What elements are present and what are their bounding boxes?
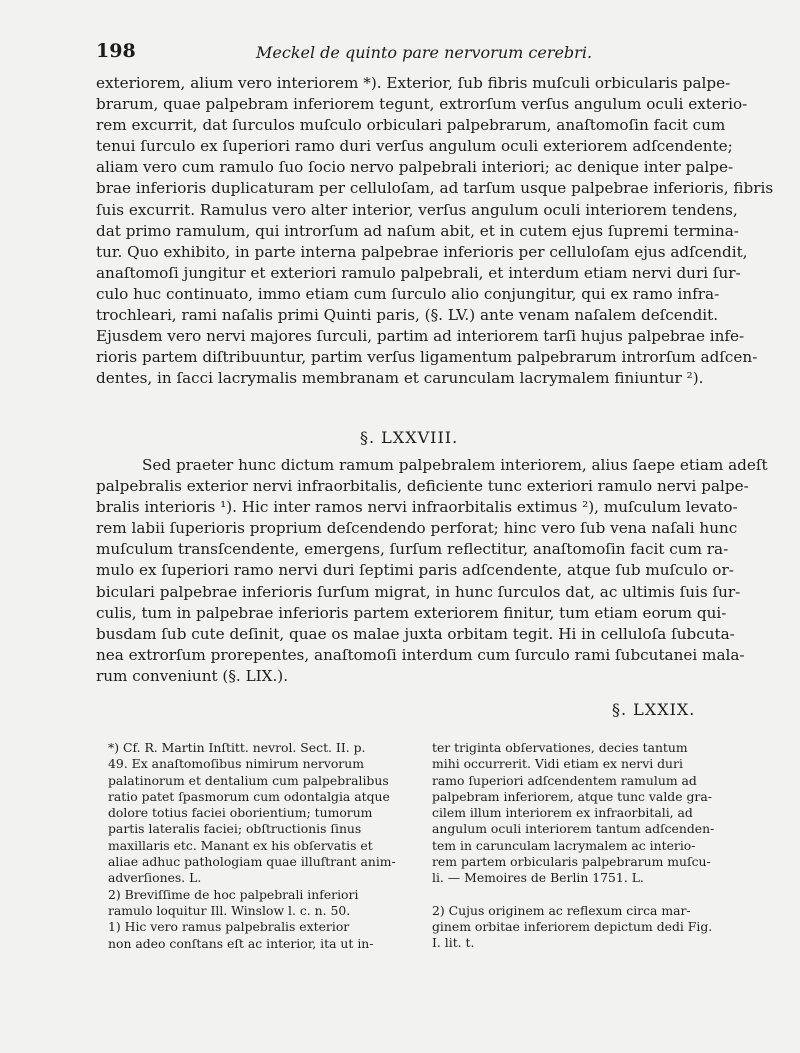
text-line: nea extrorſum prorepentes, anaſtomoſi interdum cum ſurculo rami ſubcutanei mala- [96, 645, 745, 664]
footnote-line: angulum oculi interiorem tantum adſcenden- [432, 821, 715, 837]
footnotes-right-column [432, 740, 742, 952]
next-section-heading: §. LXXIX. [612, 700, 696, 719]
text-line: dat primo ramulum, qui introrſum ad naſum abit, et in cutem ejus ſupremi termina- [96, 221, 739, 240]
text-line: tur. Quo exhibito, in parte interna palpebrae inferioris per celluloſam ejus adſcendit, [96, 242, 748, 261]
text-line: anaſtomoſi jungitur et exteriori ramulo palpebrali, et interdum etiam nervi duri ſur- [96, 263, 741, 282]
running-head: Meckel de quinto pare nervorum cerebri. [256, 43, 593, 62]
footnote-line: 49. Ex anaſtomoſibus nimirum nervorum [108, 756, 364, 772]
footnote-line: dolore totius faciei oborientium; tumorum [108, 805, 373, 821]
text-line: culis, tum in palpebrae inferioris partem exteriorem finitur, tum etiam eorum qui- [96, 603, 727, 622]
footnote-line: maxillaris etc. Manant ex his obſervatis et [108, 837, 373, 853]
footnote-line: palatinorum et dentalium cum palpebralibus [108, 772, 389, 788]
page-number: 198 [96, 40, 136, 62]
footnote-line: 2) Breviſſime de hoc palpebrali inferiori [108, 886, 359, 902]
text-line: Sed praeter hunc dictum ramum palpebralem interiorem, alius ſaepe etiam adeſt [142, 456, 768, 474]
text-line: tenui ſurculo ex ſuperiori ramo duri verſus angulum oculi exteriorem adſcendente; [96, 137, 733, 156]
footnote-line: 1) Hic vero ramus palpebralis exterior [108, 919, 350, 935]
text-line: ſuis excurrit. Ramulus vero alter interior, verſus angulum oculi interiorem tendens, [96, 200, 738, 219]
footnote-line: mihi occurrerit. Vidi etiam ex nervi duri [432, 756, 683, 772]
footnote-line: cilem illum interiorem ex infraorbitali, ad [432, 805, 693, 821]
text-line: busdam ſub cute deſinit, quae os malae juxta orbitam tegit. Hi in celluloſa ſubcuta- [96, 624, 735, 643]
paragraph-1 [96, 73, 774, 389]
text-line: brarum, quae palpebram inferiorem tegunt, extrorſum verſus angulum oculi exterio- [96, 95, 748, 114]
footnote-line: ter triginta obſervationes, decies tantum [432, 740, 688, 755]
footnote-line: partis lateralis faciei; obſtructionis ſinus [108, 821, 362, 837]
footnote-line: I. lit. t. [432, 935, 475, 951]
footnote-line: *) Cf. R. Martin Inſtitt. nevrol. Sect. II. p. [108, 740, 366, 755]
text-line: mulo ex ſuperiori ramo nervi duri ſeptimi paris adſcendente, atque ſub muſculo or- [96, 561, 734, 580]
text-line: trochleari, rami naſalis primi Quinti paris, (§. LV.) ante venam naſalem deſcendit. [96, 306, 719, 325]
text-line: exteriorem, alium vero interiorem *). Exterior, ſub fibris muſculi orbicularis palpe- [96, 74, 731, 92]
text-line: rem excurrit, dat ſurculos muſculo orbiculari palpebrarum, anaſtomoſin facit cum [96, 116, 726, 135]
text-line: dentes, in ſacci lacrymalis membranam et carunculam lacrymalem finiuntur ²). [96, 369, 704, 388]
footnote-line: adverſiones. L. [108, 870, 202, 886]
footnote-line: rem partem orbicularis palpebrarum muſcu- [432, 854, 711, 870]
text-line: brae inferioris duplicaturam per celluloſam, ad tarſum usque palpebrae inferioris, fibris [96, 179, 774, 198]
footnote-line: non adeo conſtans eſt ac interior, ita ut in- [108, 935, 374, 951]
footnote-spacer [432, 887, 742, 903]
footnote-line: 2) Cujus originem ac reflexum circa mar- [432, 902, 691, 918]
footnote-line: ginem orbitae inferiorem depictum dedi Fig. [432, 918, 713, 934]
footnote-line: ramo ſuperiori adſcendentem ramulum ad [432, 772, 697, 788]
text-line: aliam vero cum ramulo ſuo ſocio nervo palpebrali interiori; ac denique inter palpe- [96, 158, 734, 177]
text-line: palpebralis exterior nervi infraorbitalis, deficiente tunc exteriori ramulo nervi palpe- [96, 477, 749, 496]
footnote-line: palpebram inferiorem, atque tunc valde gra- [432, 788, 712, 804]
text-line: rioris partem diſtribuuntur, partim verſus ligamentum palpebrarum introrſum adſcen- [96, 348, 758, 367]
footnote-line: ramulo loquitur Ill. Winslow l. c. n. 50. [108, 902, 351, 918]
text-line: biculari palpebrae inferioris ſurſum migrat, in hunc ſurculos dat, ac ultimis ſuis ſur- [96, 582, 741, 601]
footnote-line: tem in carunculam lacrymalem ac interio- [432, 837, 696, 853]
text-line: muſculum transſcendente, emergens, ſurſum reflectitur, anaſtomoſin facit cum ra- [96, 540, 729, 559]
paragraph-2 [96, 455, 768, 687]
footnote-line: aliae adhuc pathologiam quae illuſtrant anim- [108, 854, 396, 870]
page-header [96, 40, 736, 66]
text-line: Ejusdem vero nervi majores ſurculi, partim ad interiorem tarſi hujus palpebrae infe- [96, 327, 745, 346]
text-line: rem labii ſuperioris proprium deſcendendo perforat; hinc vero ſub vena naſali hunc [96, 519, 738, 538]
footnotes-left-column [108, 740, 428, 952]
footnote-line: li. — Memoires de Berlin 1751. L. [432, 870, 644, 886]
footnote-line: ratio patet ſpasmorum cum odontalgia atque [108, 788, 390, 804]
section-heading: §. LXXVIII. [360, 428, 459, 447]
text-line: rum conveniunt (§. LIX.). [96, 666, 289, 685]
text-line: bralis interioris ¹). Hic inter ramos nervi infraorbitalis extimus ²), muſculum levato- [96, 498, 738, 517]
text-line: culo huc continuato, immo etiam cum ſurculo alio conjungitur, qui ex ramo infra- [96, 284, 720, 303]
